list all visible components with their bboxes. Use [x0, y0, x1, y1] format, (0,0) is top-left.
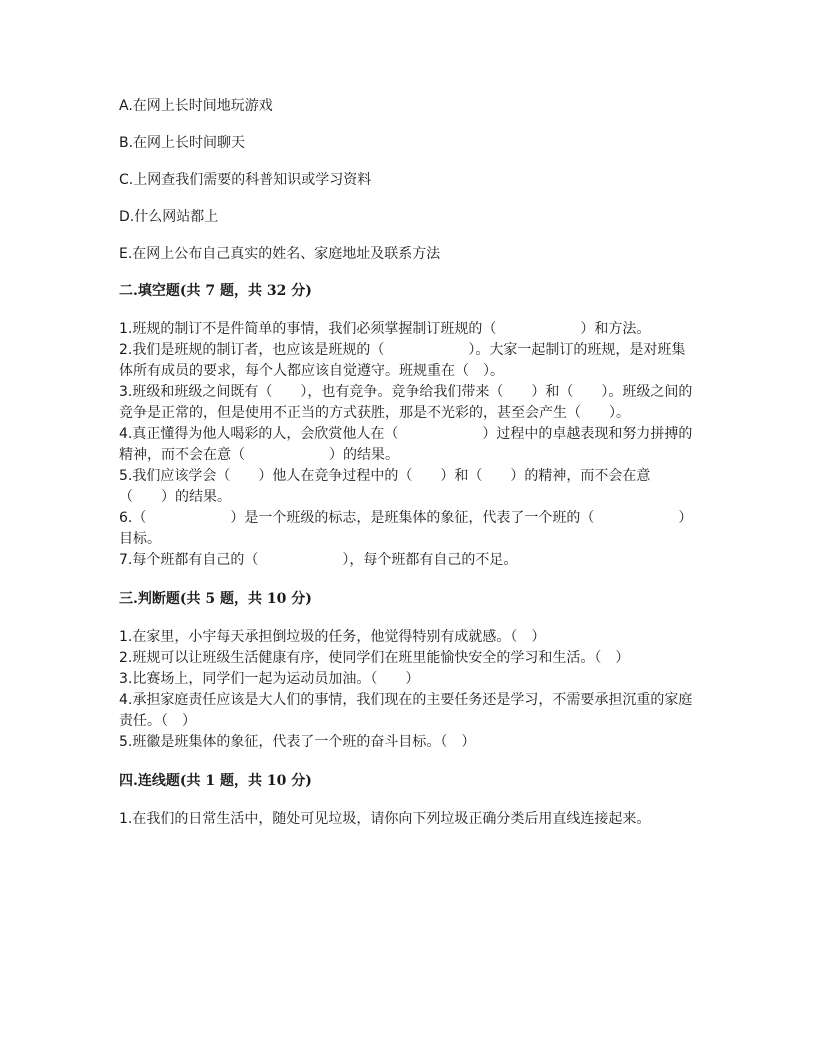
fill-in-question-4: 4.真正懂得为他人喝彩的人，会欣赏他人在（ ）过程中的卓越表现和努力拼搏的精神，而不会在意（ ）的结果。: [119, 426, 693, 463]
option-c: C.上网查我们需要的科普知识或学习资料: [119, 172, 372, 188]
section-heading-fill-in: 二.填空题(共 7 题，共 32 分): [119, 283, 312, 299]
fill-in-question-list: [119, 319, 699, 571]
option-e: E.在网上公布自己真实的姓名、家庭地址及联系方法: [119, 246, 441, 262]
option-b: B.在网上长时间聊天: [119, 135, 246, 151]
option-a: A.在网上长时间地玩游戏: [119, 98, 273, 114]
true-false-question-list: [119, 627, 699, 753]
fill-in-question-3: 3.班级和班级之间既有（ ），也有竞争。竞争给我们带来（ ）和（ ）。班级之间的竞争是正常的，但是使用不正当的方式获胜，那是不光彩的，甚至会产生（ ）。: [119, 384, 693, 421]
true-false-question-4: 4.承担家庭责任应该是大人们的事情，我们现在的主要任务还是学习，不需要承担沉重的家庭责任。（ ）: [119, 692, 693, 729]
section-heading-true-false: 三.判断题(共 5 题，共 10 分): [119, 591, 312, 607]
matching-question-list: [119, 809, 699, 830]
option-d: D.什么网站都上: [119, 209, 219, 225]
document-page: [119, 96, 699, 848]
true-false-question-1: 1.在家里，小宇每天承担倒垃圾的任务，他觉得特别有成就感。（ ）: [119, 629, 546, 645]
fill-in-question-2: 2.我们是班规的制订者，也应该是班规的（ ）。大家一起制订的班规，是对班集体所有成员的要求，每个人都应该自觉遵守。班规重在（ ）。: [119, 342, 686, 379]
true-false-question-2: 2.班规可以让班级生活健康有序，使同学们在班里能愉快安全的学习和生活。（ ）: [119, 650, 630, 666]
matching-question-1: 1.在我们的日常生活中，随处可见垃圾，请你向下列垃圾正确分类后用直线连接起来。: [119, 811, 651, 827]
true-false-question-3: 3.比赛场上，同学们一起为运动员加油。（ ）: [119, 671, 420, 687]
fill-in-question-7: 7.每个班都有自己的（ ），每个班都有自己的不足。: [119, 552, 518, 568]
true-false-question-5: 5.班徽是班集体的象征，代表了一个班的奋斗目标。（ ）: [119, 734, 476, 750]
fill-in-question-5: 5.我们应该学会（ ）他人在竞争过程中的（ ）和（ ）的精神，而不会在意（ ）的结果。: [119, 468, 651, 505]
fill-in-question-1: 1.班规的制订不是件简单的事情，我们必须掌握制订班规的（ ）和方法。: [119, 321, 651, 337]
fill-in-question-6: 6.（ ）是一个班级的标志，是班集体的象征，代表了一个班的（ ）目标。: [119, 510, 693, 547]
section-heading-matching: 四.连线题(共 1 题，共 10 分): [119, 773, 312, 789]
